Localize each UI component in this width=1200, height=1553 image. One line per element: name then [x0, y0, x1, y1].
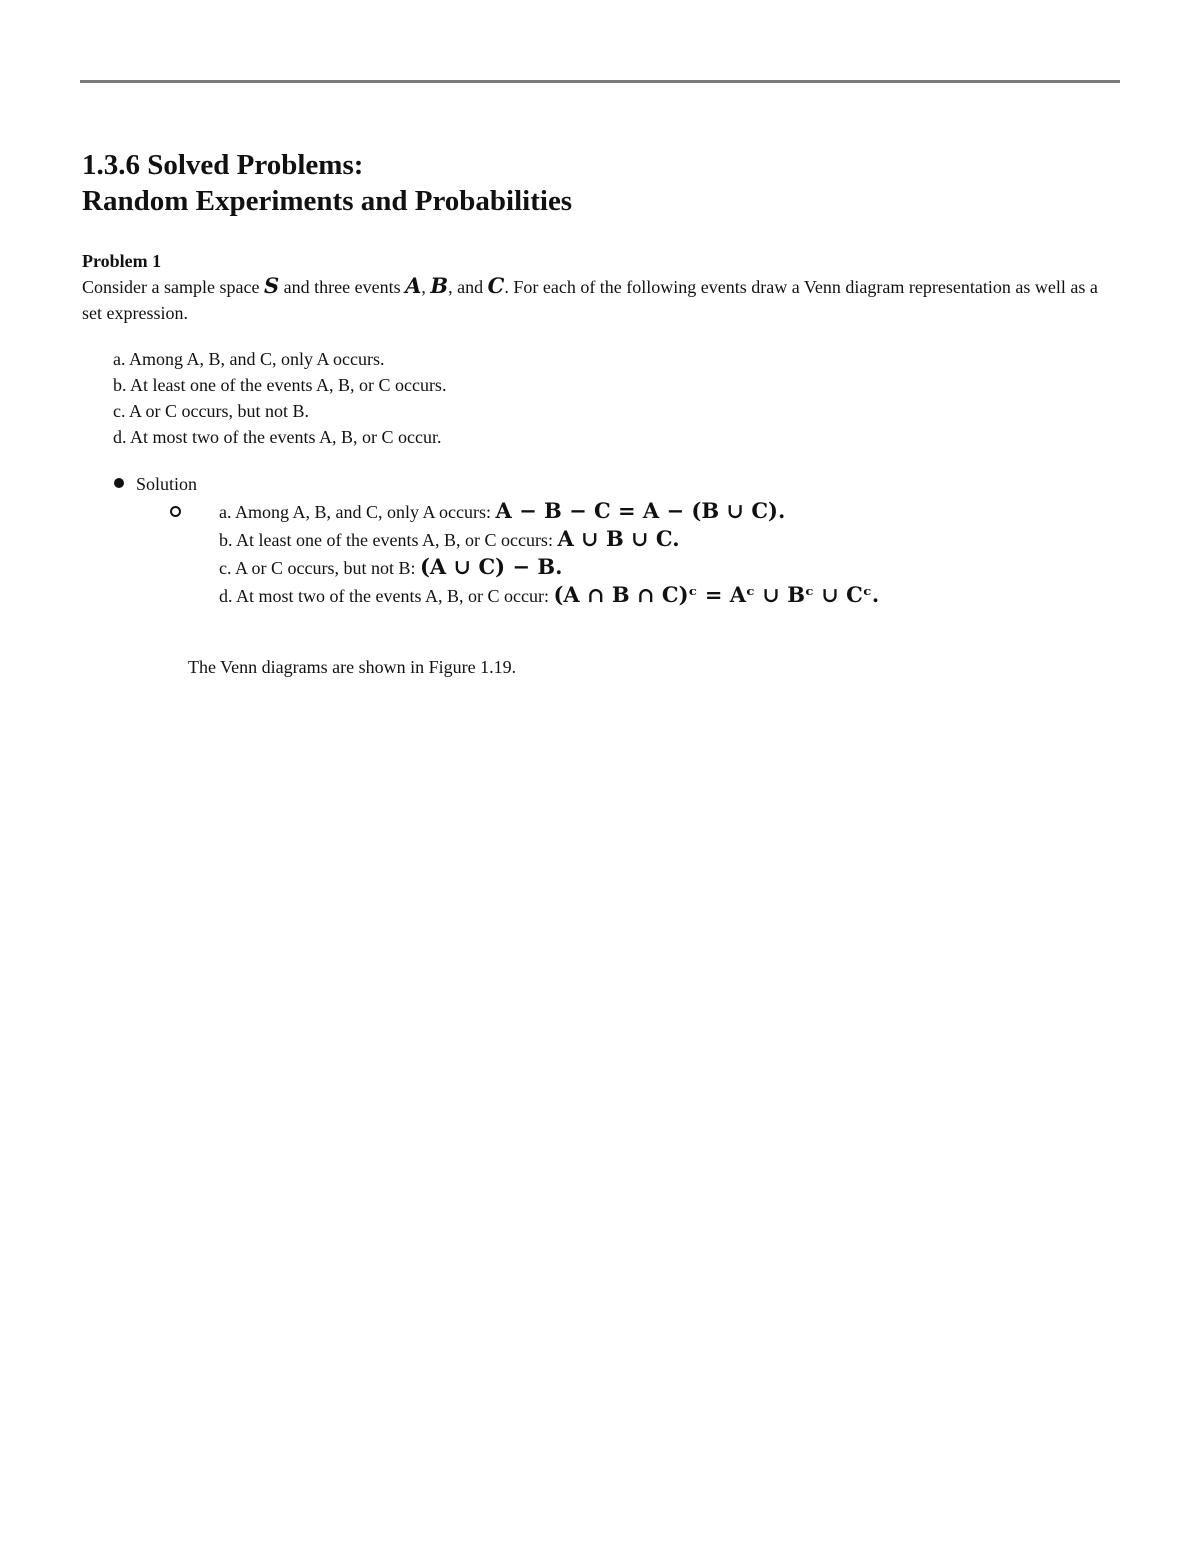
problem-part-c: c. A or C occurs, but not B. — [113, 401, 309, 421]
statement-comma: , — [421, 277, 431, 297]
statement-text-2: and three events — [279, 277, 406, 297]
statement-symbol-a: A — [405, 273, 422, 298]
page-title-line-2: Random Experiments and Probabilities — [82, 185, 573, 217]
statement-symbol-c: C — [487, 273, 505, 298]
problem-part-d: d. At most two of the events A, B, or C occur. — [113, 427, 442, 447]
solution-answer-c — [219, 553, 879, 581]
problem-part-b: b. At least one of the events A, B, or C occurs. — [113, 375, 447, 395]
statement-symbol-s: S — [263, 273, 280, 298]
answer-d-expression: (A ∩ B ∩ C)ᶜ = Aᶜ ∪ Bᶜ ∪ Cᶜ. — [553, 582, 880, 607]
answer-b-expression: A ∪ B ∪ C. — [557, 526, 680, 551]
answer-b-text: b. At least one of the events A, B, or C occurs: — [219, 530, 558, 550]
page-title-line-1: 1.3.6 Solved Problems: — [82, 149, 364, 181]
statement-symbol-b: B — [430, 273, 449, 298]
solution-answer-a — [219, 497, 879, 525]
problem-parts-list — [113, 346, 446, 450]
answer-c-text: c. A or C occurs, but not B: — [219, 558, 420, 578]
statement-text-4: . For each of the following events draw a Venn diagram representation as well as a set expression. — [82, 277, 1098, 323]
answer-d-text: d. At most two of the events A, B, or C occur: — [219, 586, 554, 606]
answer-a-expression: A − B − C = A − (B ∪ C). — [495, 498, 786, 523]
solution-bullet-icon — [114, 478, 124, 488]
solution-answers-list — [219, 497, 879, 609]
problem-part-a: a. Among A, B, and C, only A occurs. — [113, 349, 385, 369]
top-divider — [80, 80, 1120, 83]
problem-statement — [82, 273, 1122, 326]
solution-sub-bullet-icon — [170, 506, 181, 517]
page-title — [82, 147, 572, 219]
venn-diagram-note: The Venn diagrams are shown in Figure 1.19. — [188, 657, 517, 677]
statement-text-3: , and — [448, 277, 488, 297]
problem-heading: Problem 1 — [82, 251, 162, 271]
statement-text-1: Consider a sample space — [82, 277, 264, 297]
solution-answer-d — [219, 581, 879, 609]
solution-label: Solution — [136, 474, 198, 494]
answer-a-text: a. Among A, B, and C, only A occurs: — [219, 502, 496, 522]
answer-c-expression: (A ∪ C) − B. — [420, 554, 563, 579]
solution-answer-b — [219, 525, 879, 553]
